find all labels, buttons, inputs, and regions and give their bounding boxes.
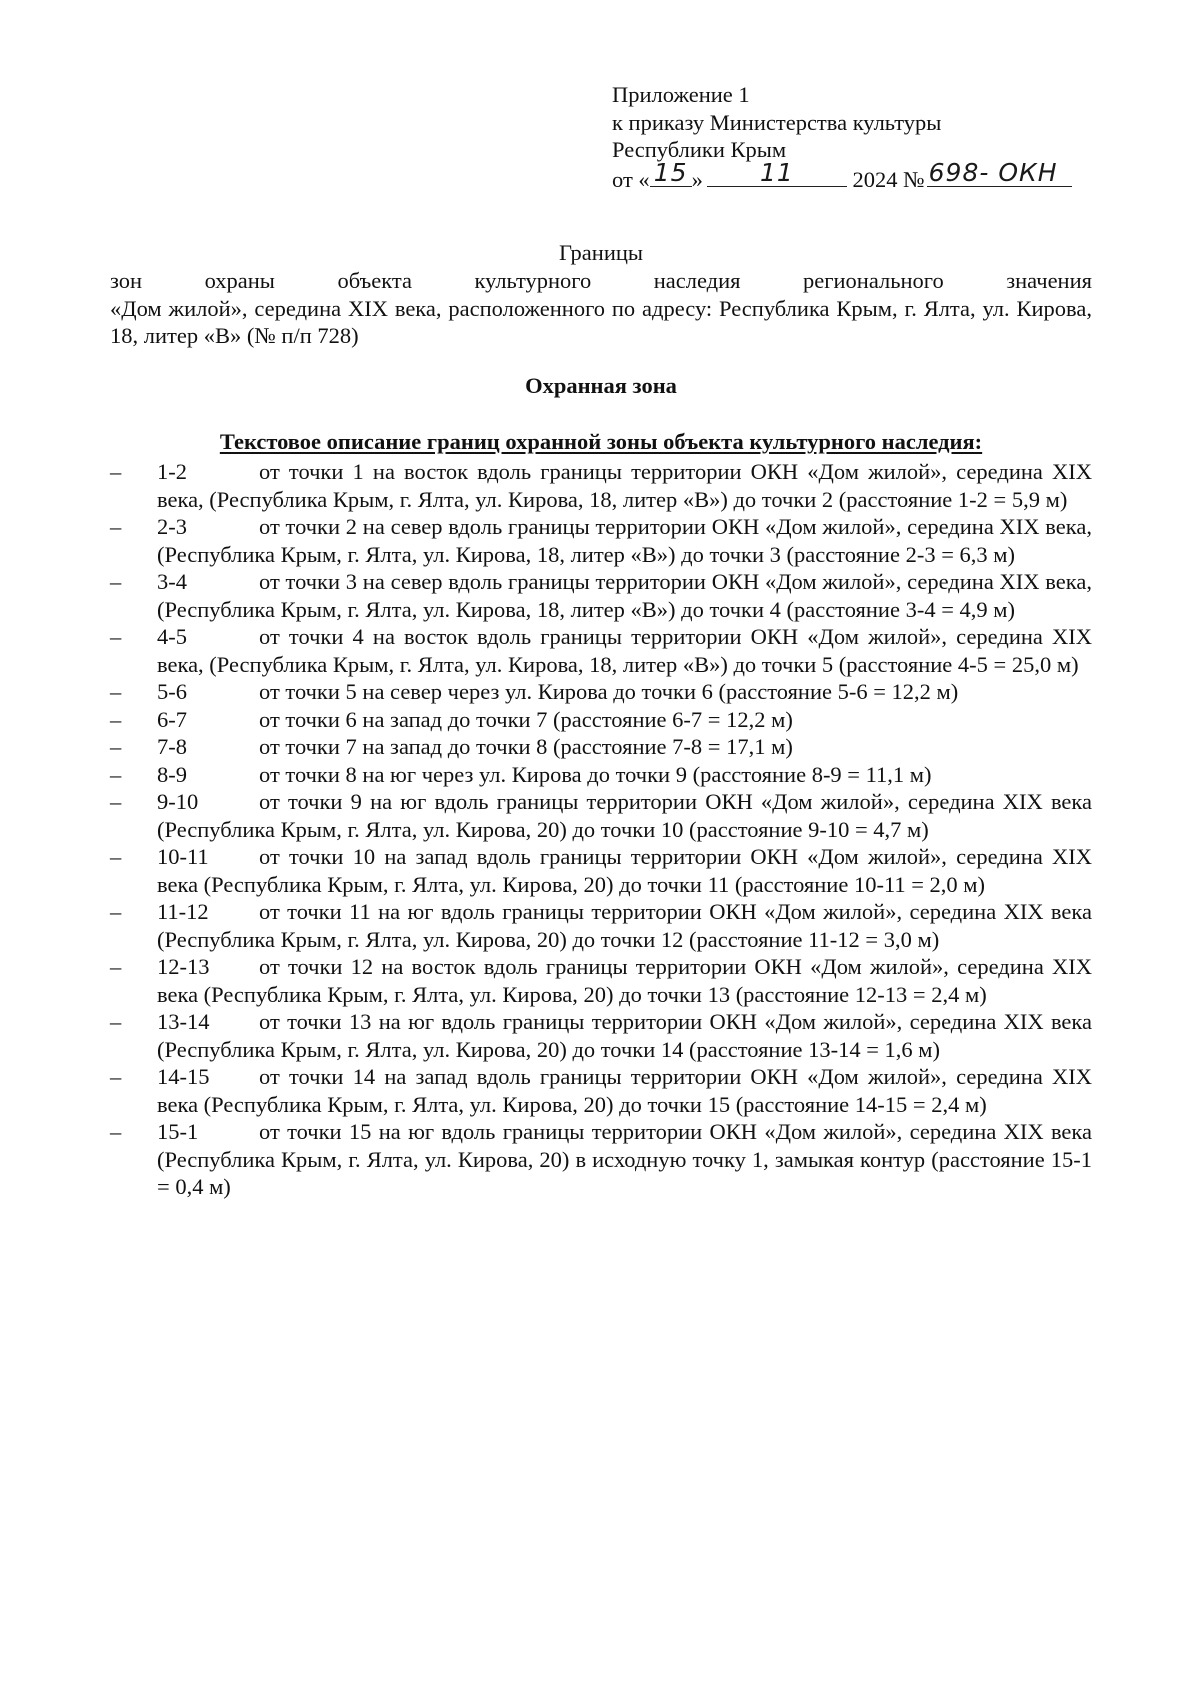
segment-code: 8-9 xyxy=(157,761,187,787)
list-dash: – xyxy=(110,761,122,787)
appendix-ministry: Республики Крым xyxy=(612,137,787,162)
list-dash: – xyxy=(110,514,122,539)
segment-text: от точки 2 на север вдоль границы территории ОКН «Дом жилой», середина XIX века, (Республика Крым, г. Ялта, ул. Кирова, 18, литер «В») до точки 3 (расстояние 2-3 = 6,3 м) xyxy=(157,514,1092,567)
segment-text: от точки 5 на север через ул. Кирова до точки 6 (расстояние 5-6 = 12,2 м) xyxy=(259,679,959,704)
order-number-handwritten: 698- ОКН xyxy=(928,157,1058,187)
document-subtitle xyxy=(110,267,1092,350)
segment-code: 14-15 xyxy=(157,1064,210,1089)
list-dash: – xyxy=(110,954,122,979)
segment-code: 2-3 xyxy=(157,514,187,539)
segment-text: от точки 11 на юг вдоль границы территории ОКН «Дом жилой», середина XIX века (Республика Крым, г. Ялта, ул. Кирова, 20) до точки 12 (расстояние 11-12 = 3,0 м) xyxy=(157,899,1092,952)
segment-text: от точки 12 на восток вдоль границы территории ОКН «Дом жилой», середина XIX века (Республика Крым, г. Ялта, ул. Кирова, 20) до точки 13 (расстояние 12-13 = 2,4 м) xyxy=(157,954,1092,1007)
list-item xyxy=(110,568,1092,623)
segment-text: от точки 13 на юг вдоль границы территории ОКН «Дом жилой», середина XIX века (Республика Крым, г. Ялта, ул. Кирова, 20) до точки 14 (расстояние 13-14 = 1,6 м) xyxy=(157,1009,1092,1062)
list-item xyxy=(110,788,1092,843)
list-dash: – xyxy=(110,1009,122,1034)
list-dash: – xyxy=(110,1064,122,1089)
segment-code: 10-11 xyxy=(157,844,209,869)
segment-code: 11-12 xyxy=(157,899,209,924)
month-handwritten: 11 xyxy=(760,157,794,187)
segment-text: от точки 9 на юг вдоль границы территории ОКН «Дом жилой», середина XIX века (Республика Крым, г. Ялта, ул. Кирова, 20) до точки 10 (расстояние 9-10 = 4,7 м) xyxy=(157,789,1092,842)
zone-title: Охранная зона xyxy=(525,373,677,398)
segment-code: 5-6 xyxy=(157,679,187,704)
list-dash: – xyxy=(110,899,122,924)
description-title: Текстовое описание границ охранной зоны объекта культурного наследия: xyxy=(219,429,983,454)
segment-list xyxy=(110,458,1092,1201)
list-item xyxy=(110,953,1092,1008)
segment-text: от точки 4 на восток вдоль границы территории ОКН «Дом жилой», середина XIX века, (Республика Крым, г. Ялта, ул. Кирова, 18, литер «В») до точки 5 (расстояние 4-5 = 25,0 м) xyxy=(157,624,1092,677)
list-item xyxy=(110,898,1092,953)
list-item xyxy=(110,1118,1092,1201)
list-item xyxy=(110,761,1092,789)
day-blank xyxy=(650,157,692,187)
list-item xyxy=(110,458,1092,513)
segment-code: 9-10 xyxy=(157,789,199,814)
list-dash: – xyxy=(110,734,122,759)
list-item xyxy=(110,843,1092,898)
segment-text: от точки 10 на запад вдоль границы территории ОКН «Дом жилой», середина XIX века (Республика Крым, г. Ялта, ул. Кирова, 20) до точки 11 (расстояние 10-11 = 2,0 м) xyxy=(157,844,1092,897)
segment-code: 12-13 xyxy=(157,954,210,979)
appendix-date-line xyxy=(612,157,1132,194)
segment-code: 4-5 xyxy=(157,624,187,649)
list-item xyxy=(110,1063,1092,1118)
segment-code: 13-14 xyxy=(157,1009,210,1034)
segment-text: от точки 15 на юг вдоль границы территории ОКН «Дом жилой», середина XIX века (Республика Крым, г. Ялта, ул. Кирова, 20) в исходную точку 1, замыкая контур (расстояние 15-1 = 0,4 м) xyxy=(157,1119,1092,1199)
list-dash: – xyxy=(110,844,122,869)
number-blank xyxy=(927,157,1072,187)
segment-code: 1-2 xyxy=(157,459,187,484)
segment-code: 7-8 xyxy=(157,734,187,759)
list-dash: – xyxy=(110,679,122,704)
list-item xyxy=(110,706,1092,734)
list-item xyxy=(110,678,1092,706)
subtitle-first-line: зон охраны объекта культурного наследия регионального значения xyxy=(110,268,1092,293)
segment-code: 3-4 xyxy=(157,569,187,594)
document-title: Границы xyxy=(558,240,644,265)
date-close-quote: » xyxy=(691,166,703,192)
list-item xyxy=(110,623,1092,678)
list-dash: – xyxy=(110,624,122,649)
subtitle-rest: «Дом жилой», середина XIX века, расположенного по адресу: Республика Крым, г. Ялта, ул. Кирова, 18, литер «В» (№ п/п 728) xyxy=(110,295,1092,348)
appendix-order-ref: к приказу Министерства культуры xyxy=(612,109,942,135)
segment-code: 15-1 xyxy=(157,1119,199,1144)
segment-code: 6-7 xyxy=(157,706,187,732)
segment-text: от точки 1 на восток вдоль границы территории ОКН «Дом жилой», середина XIX века, (Республика Крым, г. Ялта, ул. Кирова, 18, литер «В») до точки 2 (расстояние 1-2 = 5,9 м) xyxy=(157,459,1092,512)
list-dash: – xyxy=(110,569,122,594)
year-and-number-label: 2024 № xyxy=(852,166,925,192)
segment-text: от точки 14 на запад вдоль границы территории ОКН «Дом жилой», середина XIX века (Республика Крым, г. Ялта, ул. Кирова, 20) до точки 15 (расстояние 14-15 = 2,4 м) xyxy=(157,1064,1092,1117)
list-item xyxy=(110,1008,1092,1063)
day-handwritten: 15 xyxy=(653,157,688,187)
segment-text: от точки 3 на север вдоль границы территории ОКН «Дом жилой», середина XIX века, (Республика Крым, г. Ялта, ул. Кирова, 18, литер «В») до точки 4 (расстояние 3-4 = 4,9 м) xyxy=(157,569,1092,622)
list-item xyxy=(110,733,1092,761)
list-dash: – xyxy=(110,1119,122,1144)
list-dash: – xyxy=(110,459,122,484)
segment-text: от точки 7 на запад до точки 8 (расстояние 7-8 = 17,1 м) xyxy=(259,734,793,759)
list-item xyxy=(110,513,1092,568)
month-blank xyxy=(707,157,847,187)
segment-text: от точки 6 на запад до точки 7 (расстояние 6-7 = 12,2 м) xyxy=(259,706,793,732)
segment-text: от точки 8 на юг через ул. Кирова до точки 9 (расстояние 8-9 = 11,1 м) xyxy=(259,761,932,787)
appendix-label: Приложение 1 xyxy=(612,82,750,107)
appendix-block xyxy=(612,81,1132,193)
date-prefix: от « xyxy=(612,166,650,192)
list-dash: – xyxy=(110,706,122,732)
list-dash: – xyxy=(110,789,122,814)
